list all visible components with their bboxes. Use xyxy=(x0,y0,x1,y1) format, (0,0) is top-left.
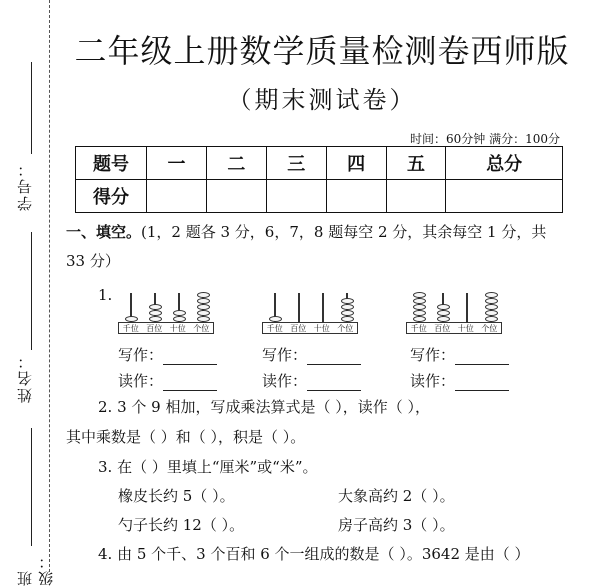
section-heading: 一、填空。 xyxy=(66,223,142,241)
q3-item-2: 大象高约 2（ ）。 xyxy=(338,487,455,505)
q3-line1: 3. 在（ ）里填上“厘米”或“米”。 xyxy=(98,458,318,476)
read-blank[interactable] xyxy=(455,376,509,391)
write-row-3: 写作： xyxy=(410,344,509,365)
q2-line1: 2. 3 个 9 相加，写成乘法算式是（ ），读作（ ）， xyxy=(98,398,431,416)
column-header: 一 xyxy=(147,147,207,180)
abacus-place-labels: 千位 百位 十位 个位 xyxy=(406,322,502,334)
abacus-3 xyxy=(406,288,502,334)
q3-item-1: 橡皮长约 5（ ）。 xyxy=(118,487,235,505)
abacus-2 xyxy=(262,288,358,334)
read-row-3: 读作： xyxy=(410,370,509,391)
score-cell[interactable] xyxy=(386,180,446,213)
write-blank[interactable] xyxy=(307,350,361,365)
name-line xyxy=(31,232,32,350)
page-subtitle: （期末测试卷） xyxy=(227,86,417,114)
q1-number: 1. xyxy=(98,286,113,304)
write-blank[interactable] xyxy=(455,350,509,365)
score-cell[interactable] xyxy=(326,180,386,213)
name-label: 姓名： xyxy=(16,352,34,403)
q2-line2: 其中乘数是（ ）和（ ），积是（ ）。 xyxy=(66,428,306,446)
student-id-line xyxy=(31,62,32,154)
read-row-2: 读作： xyxy=(262,370,361,391)
write-blank[interactable] xyxy=(163,350,217,365)
binding-dashed-line xyxy=(49,0,50,572)
exam-meta: 时间：60分钟 满分：100分 xyxy=(410,132,560,146)
score-cell[interactable] xyxy=(147,180,207,213)
write-row-1: 写作： xyxy=(118,344,217,365)
instructions-line1: (1，2 题各 3 分，6，7，8 题每空 2 分，其余每空 1 分，共 xyxy=(141,223,547,241)
row-header: 得分 xyxy=(76,180,147,213)
student-id-label: 学号： xyxy=(16,160,34,211)
q3-item-3: 勺子长约 12（ ）。 xyxy=(118,516,245,534)
class-line xyxy=(31,428,32,546)
column-header: 总分 xyxy=(446,147,563,180)
score-cell[interactable] xyxy=(446,180,563,213)
read-row-1: 读作： xyxy=(118,370,217,391)
abacus-1 xyxy=(118,288,214,334)
class-label: 班级： xyxy=(16,552,55,586)
abacus-place-labels: 千位 百位 十位 个位 xyxy=(118,322,214,334)
column-header: 四 xyxy=(326,147,386,180)
score-cell[interactable] xyxy=(206,180,266,213)
section-instructions xyxy=(66,218,566,276)
instructions-line2: 33 分） xyxy=(66,252,120,270)
q3-item-4: 房子高约 3（ ）。 xyxy=(338,516,455,534)
abacus-place-labels: 千位 百位 十位 个位 xyxy=(262,322,358,334)
row-header: 题号 xyxy=(76,147,147,180)
column-header: 三 xyxy=(266,147,326,180)
write-row-2: 写作： xyxy=(262,344,361,365)
score-table xyxy=(75,146,563,213)
page-title: 二年级上册数学质量检测卷西师版 xyxy=(74,32,570,70)
read-blank[interactable] xyxy=(163,376,217,391)
score-cell[interactable] xyxy=(266,180,326,213)
table-row xyxy=(76,147,563,180)
read-blank[interactable] xyxy=(307,376,361,391)
column-header: 五 xyxy=(386,147,446,180)
q4-line1: 4. 由 5 个千、3 个百和 6 个一组成的数是（ ）。3642 是由（ ） xyxy=(98,545,530,563)
column-header: 二 xyxy=(206,147,266,180)
table-row xyxy=(76,180,563,213)
